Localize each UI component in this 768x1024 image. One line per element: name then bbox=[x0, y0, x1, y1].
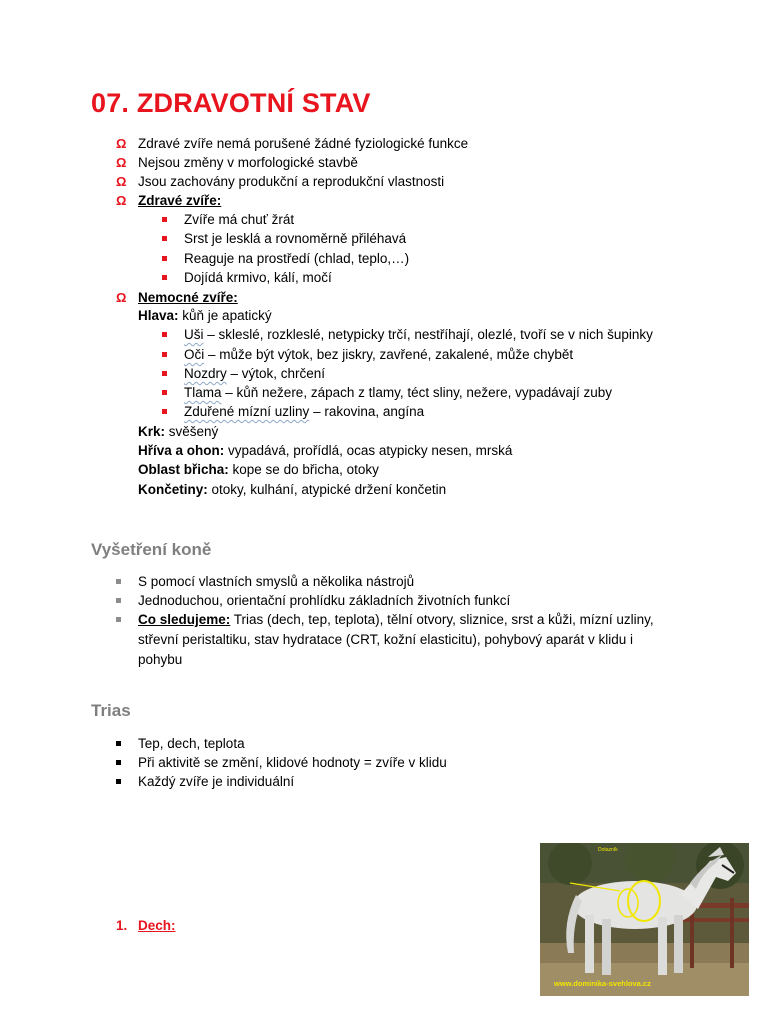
page-title: 07. ZDRAVOTNÍ STAV bbox=[91, 88, 371, 118]
square-bullet-icon bbox=[116, 741, 121, 746]
exam-item: S pomocí vlastních smyslů a několika nástrojů bbox=[138, 574, 415, 589]
breath-heading: Dech: bbox=[138, 918, 176, 933]
trias-item: Každý zvíře je individuální bbox=[138, 774, 295, 789]
healthy-heading: Zdravé zvíře: bbox=[138, 193, 222, 208]
body-part-label: Krk: bbox=[138, 424, 166, 439]
body-part-line bbox=[138, 461, 379, 479]
exam-item: Jednoduchou, orientační prohlídku základních životních funkcí bbox=[138, 593, 511, 608]
square-bullet-icon bbox=[116, 598, 121, 603]
head-item-text: – skleslé, rozkleslé, netypicky trčí, nestříhají, olezlé, tvoří se v nich šupinky bbox=[203, 327, 653, 342]
body-part-text: otoky, kulhání, atypické držení končetin bbox=[207, 482, 447, 497]
body-part-label: Končetiny: bbox=[138, 482, 208, 497]
square-bullet-icon bbox=[162, 256, 167, 261]
exam-monitor-text: střevní peristaltiku, stav hydratace (CRT, kožní elasticitu), pohybový aparát v klidu i bbox=[138, 632, 633, 647]
square-bullet-icon bbox=[162, 236, 167, 241]
square-bullet-icon bbox=[162, 352, 167, 357]
body-part-line bbox=[138, 442, 512, 460]
square-bullet-icon bbox=[162, 409, 167, 414]
sick-heading: Nemocné zvíře: bbox=[138, 290, 238, 305]
photo-caption: www.dominika-svehlova.cz bbox=[554, 979, 651, 988]
body-part-text: vypadává, prořídlá, ocas atypicky nesen, mrská bbox=[224, 443, 513, 458]
exam-monitor-text: pohybu bbox=[138, 652, 183, 667]
intro-item: Jsou zachovány produkční a reprodukční vlastnosti bbox=[138, 174, 445, 189]
omega-bullet-icon: Ω bbox=[116, 290, 127, 305]
trias-item: Při aktivitě se změní, klidové hodnoty = zvíře v klidu bbox=[138, 755, 447, 770]
head-item-term: Nozdry bbox=[184, 366, 227, 381]
head-item bbox=[184, 384, 612, 402]
head-item-term: Oči bbox=[184, 347, 205, 362]
horse-photo bbox=[540, 843, 749, 996]
head-text: kůň je apatický bbox=[178, 308, 272, 323]
healthy-item: Srst je lesklá a rovnoměrně přiléhavá bbox=[184, 231, 407, 246]
body-part-line bbox=[138, 423, 218, 441]
healthy-item: Reaguje na prostředí (chlad, teplo,…) bbox=[184, 251, 410, 266]
intro-item: Zdravé zvíře nemá porušené žádné fyziologické funkce bbox=[138, 136, 469, 151]
head-label: Hlava: bbox=[138, 308, 179, 323]
body-part-text: kope se do břicha, otoky bbox=[228, 462, 379, 477]
head-item-text: – výtok, chrčení bbox=[226, 366, 326, 381]
head-item bbox=[184, 365, 325, 383]
list-number: 1. bbox=[116, 918, 128, 933]
square-bullet-icon bbox=[116, 579, 121, 584]
exam-monitor-text: Trias (dech, tep, teplota), tělní otvory, sliznice, srst a kůži, mízní uzliny, bbox=[230, 612, 654, 627]
square-bullet-icon bbox=[116, 779, 121, 784]
head-item bbox=[184, 346, 573, 364]
head-item-text: – rakovina, angína bbox=[309, 404, 425, 419]
square-bullet-icon bbox=[162, 332, 167, 337]
head-line bbox=[138, 307, 272, 325]
head-item-term: Zduřené mízní uzliny bbox=[184, 404, 310, 419]
body-part-text: svěšený bbox=[165, 424, 219, 439]
body-part-line bbox=[138, 481, 446, 499]
square-bullet-icon bbox=[162, 275, 167, 280]
exam-monitor-line bbox=[138, 611, 654, 629]
photo-top-label: Dotazník bbox=[598, 847, 618, 853]
intro-item: Nejsou změny v morfologické stavbě bbox=[138, 155, 358, 170]
omega-bullet-icon: Ω bbox=[116, 174, 127, 189]
omega-bullet-icon: Ω bbox=[116, 155, 127, 170]
head-item bbox=[184, 403, 424, 421]
head-item-text: – může být výtok, bez jiskry, zavřené, zakalené, může chybět bbox=[204, 347, 574, 362]
head-item bbox=[184, 326, 653, 344]
square-bullet-icon bbox=[162, 217, 167, 222]
exam-heading: Vyšetření koně bbox=[91, 540, 212, 559]
omega-bullet-icon: Ω bbox=[116, 193, 127, 208]
omega-bullet-icon: Ω bbox=[116, 136, 127, 151]
trias-heading: Trias bbox=[91, 701, 131, 720]
square-bullet-icon bbox=[162, 371, 167, 376]
body-part-label: Oblast břicha: bbox=[138, 462, 229, 477]
square-bullet-icon bbox=[116, 617, 121, 622]
body-part-label: Hříva a ohon: bbox=[138, 443, 225, 458]
head-item-term: Uši bbox=[184, 327, 204, 342]
square-bullet-icon bbox=[116, 760, 121, 765]
head-item-term: Tlama bbox=[184, 385, 222, 400]
square-bullet-icon bbox=[162, 390, 167, 395]
healthy-item: Zvíře má chuť žrát bbox=[184, 212, 295, 227]
exam-monitor-label: Co sledujeme: bbox=[138, 612, 231, 627]
healthy-item: Dojídá krmivo, kálí, močí bbox=[184, 270, 332, 285]
head-item-text: – kůň nežere, zápach z tlamy, téct sliny, nežere, vypadávají zuby bbox=[221, 385, 612, 400]
horse-photo-illustration bbox=[540, 843, 749, 996]
trias-item: Tep, dech, teplota bbox=[138, 736, 245, 751]
